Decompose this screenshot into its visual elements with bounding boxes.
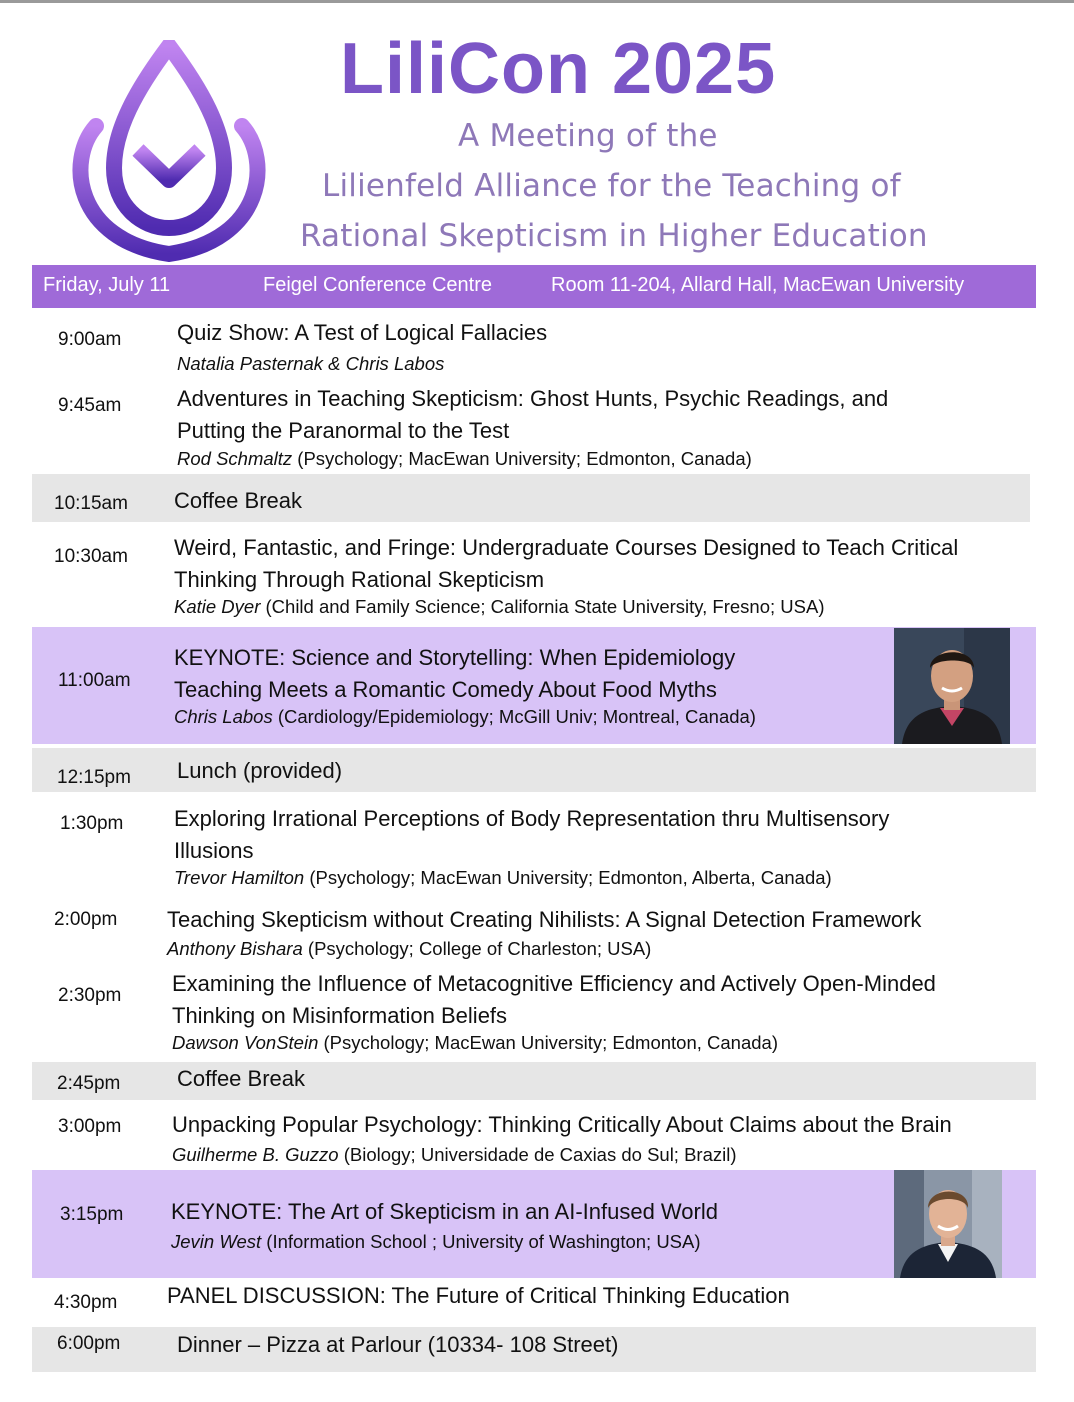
session-time: 10:30am — [54, 546, 128, 567]
session-speaker — [167, 938, 651, 960]
lotus-logo-icon — [66, 40, 272, 262]
speaker-photo — [894, 628, 1010, 744]
speaker-affiliation: (Psychology; MacEwan University; Edmonton, Canada) — [318, 1032, 778, 1053]
speaker-affiliation: (Child and Family Science; California State University, Fresno; USA) — [260, 596, 825, 617]
speaker-affiliation: (Psychology; MacEwan University; Edmonton, Canada) — [292, 448, 752, 469]
speaker-photo — [894, 1170, 1002, 1278]
speaker-name: Trevor Hamilton — [174, 867, 305, 888]
session-time: 2:45pm — [57, 1073, 121, 1094]
subtitle-line-2: Lilienfeld Alliance for the Teaching of — [322, 168, 901, 204]
session-speaker — [174, 867, 832, 889]
session-title: Quiz Show: A Test of Logical Fallacies — [177, 320, 548, 345]
session-title: Adventures in Teaching Skepticism: Ghost Hunts, Psychic Readings, and Putting the Paranormal to the Test — [177, 386, 889, 443]
speaker-affiliation: (Psychology; College of Charleston; USA) — [302, 938, 652, 959]
subtitle-line-1: A Meeting of the — [458, 118, 718, 154]
session-title: Dinner – Pizza at Parlour (10334- 108 Street) — [177, 1332, 619, 1357]
session-speaker — [172, 1144, 737, 1166]
session-title: Teaching Skepticism without Creating Nihilists: A Signal Detection Framework — [167, 907, 922, 932]
session-title: Exploring Irrational Perceptions of Body Representation thru Multisensory Illusions — [174, 806, 890, 863]
session-title: PANEL DISCUSSION: The Future of Critical Thinking Education — [167, 1283, 790, 1308]
speaker-name: Katie Dyer — [174, 596, 261, 617]
event-title: LiliCon 2025 — [340, 29, 777, 109]
session-speaker — [177, 353, 444, 375]
speaker-name: Rod Schmaltz — [177, 448, 293, 469]
speaker-name: Dawson VonStein — [172, 1032, 319, 1053]
speaker-affiliation: (Cardiology/Epidemiology; McGill Univ; Montreal, Canada) — [272, 706, 756, 727]
session-time: 4:30pm — [54, 1292, 118, 1313]
session-title: Coffee Break — [177, 1066, 306, 1091]
session-time: 2:30pm — [58, 985, 122, 1006]
session-title: Coffee Break — [174, 488, 303, 513]
speaker-name: Chris Labos — [174, 706, 273, 727]
session-time: 11:00am — [58, 670, 131, 691]
session-time: 9:00am — [58, 329, 122, 350]
speaker-name: Jevin West — [171, 1231, 262, 1252]
session-title: KEYNOTE: Science and Storytelling: When Epidemiology Teaching Meets a Romantic Comedy About Food Myths — [174, 645, 736, 702]
subtitle-line-3: Rational Skepticism in Higher Education — [300, 218, 928, 254]
session-time: 1:30pm — [60, 813, 124, 834]
speaker-affiliation: (Biology; Universidade de Caxias do Sul; Brazil) — [338, 1144, 737, 1165]
speaker-affiliation: (Psychology; MacEwan University; Edmonton, Alberta, Canada) — [304, 867, 832, 888]
session-time: 3:00pm — [58, 1116, 122, 1137]
banner-venue: Feigel Conference Centre — [263, 274, 493, 296]
session-speaker — [177, 448, 752, 470]
banner-room: Room 11-204, Allard Hall, MacEwan University — [551, 274, 965, 296]
session-title: Weird, Fantastic, and Fringe: Undergraduate Courses Designed to Teach Critical Thinking Through Rational Skepticism — [174, 535, 959, 592]
speaker-name: Guilherme B. Guzzo — [172, 1144, 339, 1165]
banner-date: Friday, July 11 — [43, 274, 171, 296]
session-time: 10:15am — [54, 493, 128, 514]
info-banner — [32, 265, 1036, 308]
speaker-affiliation: (Information School ; University of Washington; USA) — [261, 1231, 701, 1252]
session-time: 2:00pm — [54, 909, 118, 930]
session-speaker — [171, 1231, 701, 1253]
top-border — [0, 0, 1074, 3]
session-time: 6:00pm — [57, 1333, 121, 1354]
session-title: KEYNOTE: The Art of Skepticism in an AI-Infused World — [171, 1199, 718, 1224]
speaker-name: Anthony Bishara — [167, 938, 303, 959]
session-speaker — [174, 706, 756, 728]
session-speaker — [174, 596, 824, 618]
session-title: Examining the Influence of Metacognitive Efficiency and Actively Open-Minded Thinking on Misinformation Beliefs — [172, 971, 936, 1028]
session-time: 12:15pm — [57, 767, 131, 788]
session-time: 9:45am — [58, 395, 122, 416]
session-title: Lunch (provided) — [177, 758, 343, 783]
session-title: Unpacking Popular Psychology: Thinking Critically About Claims about the Brain — [172, 1112, 952, 1137]
session-speaker — [172, 1032, 778, 1054]
speaker-name: Natalia Pasternak & Chris Labos — [177, 353, 445, 374]
session-time: 3:15pm — [60, 1204, 124, 1225]
